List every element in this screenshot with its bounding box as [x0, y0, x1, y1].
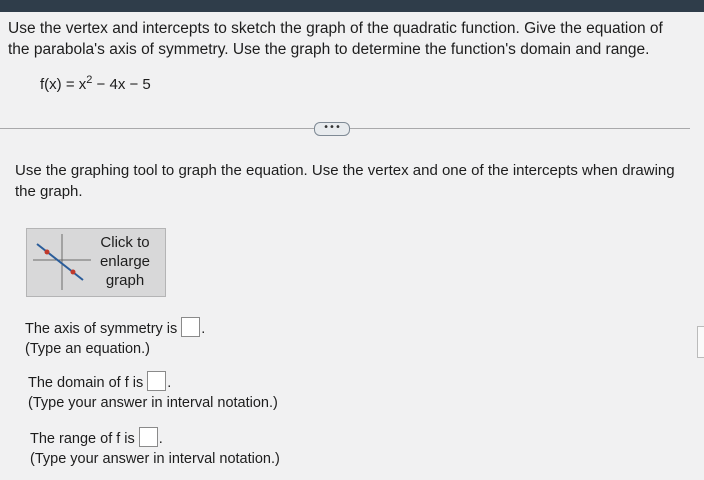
- range-input[interactable]: [139, 427, 158, 447]
- enlarge-graph-button[interactable]: [26, 228, 166, 297]
- domain-question: The domain of f is . (Type your answer in interval notation.): [28, 371, 278, 413]
- domain-input[interactable]: [147, 371, 166, 391]
- range-question: The range of f is . (Type your answer in interval notation.): [30, 427, 280, 469]
- function-equation: [40, 74, 151, 93]
- enlarge-graph-label: Click to enlarge graph: [99, 234, 151, 289]
- domain-label: The domain of f is: [28, 375, 144, 391]
- graph-thumbnail-icon: [33, 234, 91, 290]
- function-prefix: f(x) = x: [40, 76, 87, 93]
- axis-of-symmetry-input[interactable]: [181, 317, 200, 337]
- question-instructions: Use the vertex and intercepts to sketch the graph of the quadratic function. Give the equation of the parabola's axis of symmetry. Use the graph to determine the function's domain and range.: [8, 20, 663, 58]
- function-exponent: 2: [86, 74, 93, 86]
- more-options-button[interactable]: •••: [314, 122, 350, 136]
- axis-of-symmetry-label: The axis of symmetry is: [25, 321, 178, 337]
- axis-of-symmetry-question: The axis of symmetry is . (Type an equation.): [25, 317, 205, 359]
- domain-hint: (Type your answer in interval notation.): [28, 395, 278, 411]
- range-hint: (Type your answer in interval notation.): [30, 451, 280, 467]
- function-suffix: − 4x − 5: [92, 76, 151, 93]
- range-label: The range of f is: [30, 431, 135, 447]
- graphing-tool-instructions: Use the graphing tool to graph the equation. Use the vertex and one of the intercepts when drawing the graph.: [15, 162, 675, 200]
- side-panel-tab[interactable]: [697, 326, 704, 358]
- axis-of-symmetry-hint: (Type an equation.): [25, 341, 150, 357]
- top-bar: [0, 0, 704, 12]
